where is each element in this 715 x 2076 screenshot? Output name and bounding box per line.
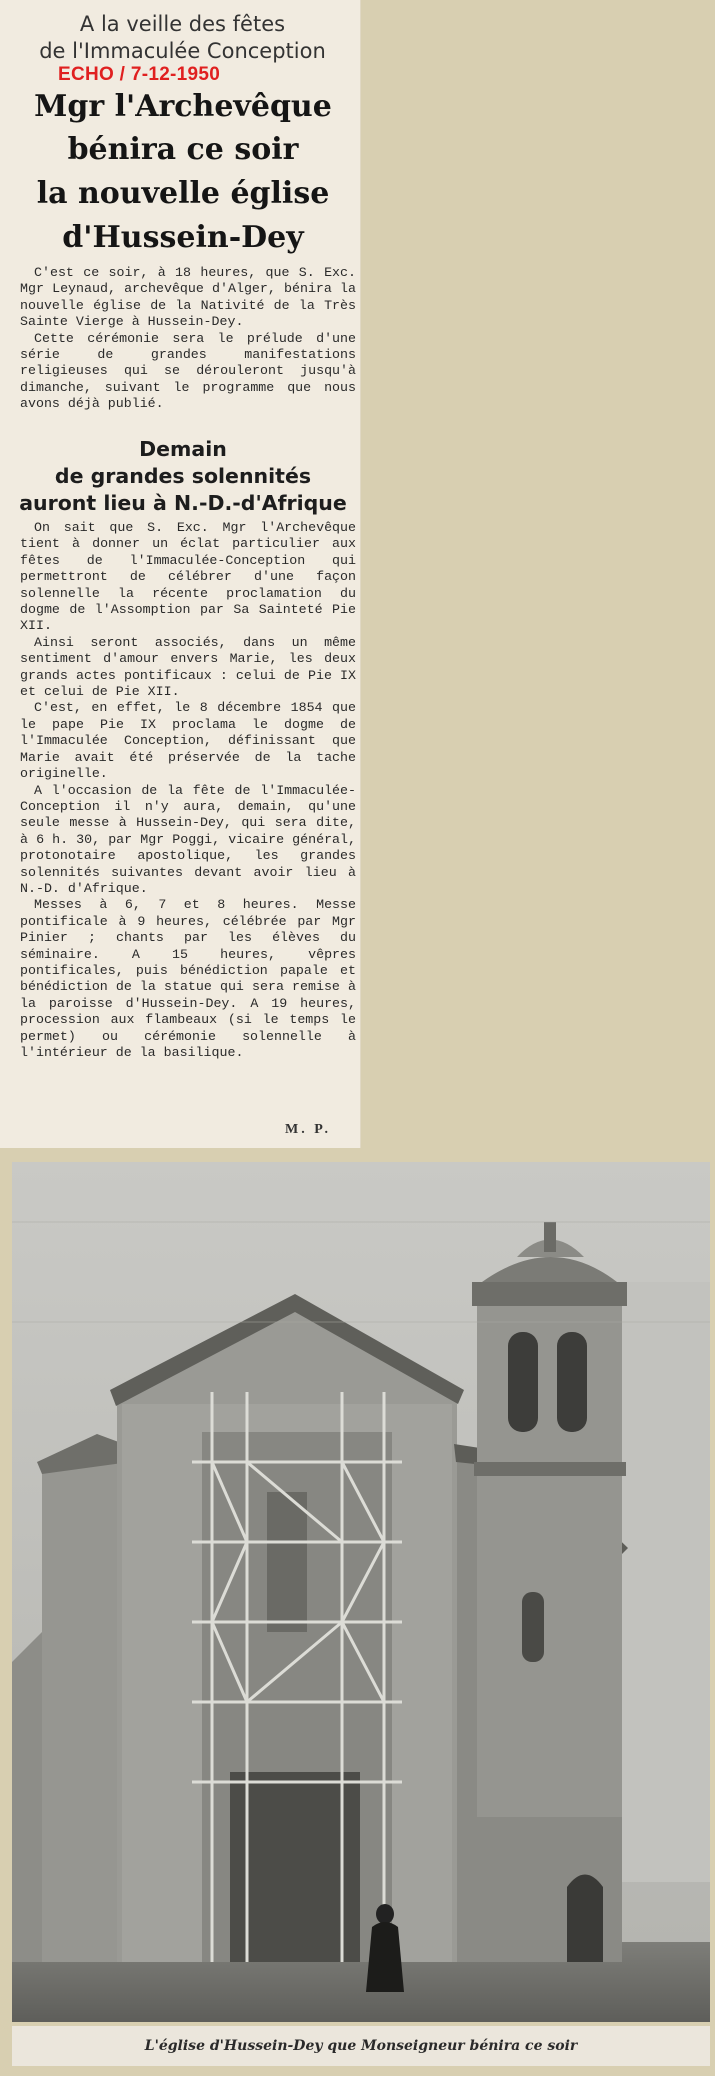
photo-caption: L'église d'Hussein-Dey que Monseigneur bénira ce soir (12, 2026, 710, 2066)
headline-line-2: bénira ce soir (67, 132, 299, 167)
headline-line-4: d'Hussein-Dey (62, 220, 304, 255)
article-paragraph-3: C'est, en effet, le 8 décembre 1854 que le pape Pie IX proclama le dogme de l'Immaculée Conception, définissant que Marie avait été préservée de la tache originelle. (20, 700, 356, 782)
article-text (20, 520, 356, 1061)
church-illustration (12, 1162, 710, 2022)
intro-text (20, 265, 356, 413)
intro-paragraph-1: C'est ce soir, à 18 heures, que S. Exc. Mgr Leynaud, archevêque d'Alger, bénira la nouvelle église de la Nativité de la Très Sainte Vierge à Hussein-Dey. (20, 265, 356, 330)
newspaper-clipping (0, 0, 360, 1148)
article-paragraph-2: Ainsi seront associés, dans un même sentiment d'amour envers Marie, les deux grands actes pontificaux : celui de Pie IX et celui de Pie XII. (20, 634, 356, 700)
church-photo (12, 1162, 710, 2022)
headline-line-3: la nouvelle église (36, 176, 330, 211)
headline-line-1: Mgr l'Archevêque (34, 89, 332, 124)
subhead-line-1: Demain (139, 437, 227, 461)
subhead-line-3: auront lieu à N.-D.-d'Afrique (19, 491, 347, 515)
article-paragraph-1: On sait que S. Exc. Mgr l'Archevêque tient à donner un éclat particulier aux fêtes de l'Immaculée-Conception qui permettront de célébrer d'une façon solennelle la récente proclamation du dogme de l'Assomption par Sa Sainteté Pie XII. (20, 520, 356, 634)
source-date-stamp: ECHO / 7-12-1950 (58, 64, 221, 85)
article-paragraph-5: Messes à 6, 7 et 8 heures. Messe pontificale à 9 heures, célébrée par Mgr Pinier ; chants par les élèves du séminaire. A 15 heures, vêpres pontificales, puis bénédiction papale et bénédiction de la statue qui sera remise à la paroisse d'Hussein-Dey. A 19 heures, procession aux flambeaux (si le temps le permet) ou cérémonie solennelle à l'intérieur de la basilique. (20, 897, 356, 1060)
kicker-line-1: A la veille des fêtes (79, 12, 286, 36)
subhead-line-2: de grandes solennités (54, 464, 312, 488)
intro-paragraph-2: Cette cérémonie sera le prélude d'une série de grandes manifestations religieuses qui se dérouleront jusqu'à dimanche, suivant le programme que nous avons déjà publié. (20, 330, 356, 412)
article-paragraph-4: A l'occasion de la fête de l'Immaculée-Conception il n'y aura, demain, qu'une seule messe à Hussein-Dey, qui sera dite, à 6 h. 30, par Mgr Poggi, vicaire général, protonotaire apostolique, les grandes solennités suivantes devant avoir lieu à N.-D. d'Afrique. (20, 782, 356, 896)
kicker-line-2: de l'Immaculée Conception (39, 39, 326, 63)
author-signature: M. P. (285, 1122, 331, 1137)
